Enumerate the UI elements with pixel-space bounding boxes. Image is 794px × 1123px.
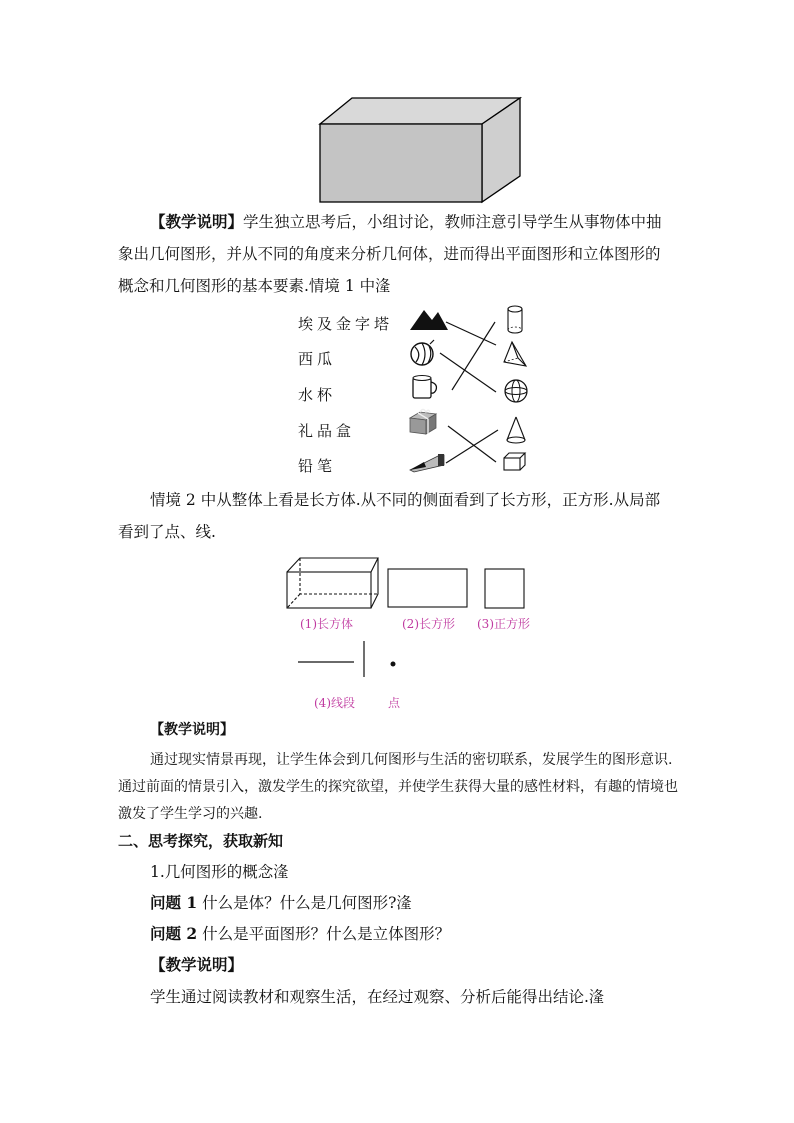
match-label-watermelon: 西瓜	[298, 350, 337, 368]
question-1	[150, 888, 412, 918]
caption-square: (3)正方形	[477, 617, 530, 631]
match-label-pyramid: 埃及金字塔	[298, 315, 394, 333]
cuboid-icon	[504, 453, 525, 470]
point-shape	[391, 662, 396, 667]
paragraph-1-line-1: 学生独立思考后，小组讨论，教师注意引导学生从事物体中抽	[243, 213, 662, 231]
cup-icon	[413, 376, 436, 399]
paragraph-2-line-2: 看到了点、线.	[118, 523, 216, 541]
match-label-cup: 水杯	[298, 386, 337, 404]
conclusion-text: 学生通过阅读教材和观察生活，在经过观察、分析后能得出结论.湰	[150, 988, 605, 1006]
question-2-label: 问题 2	[150, 924, 198, 943]
pyramid-icon	[410, 310, 448, 330]
match-label-pencil: 铅笔	[298, 457, 337, 475]
sphere-icon	[505, 380, 527, 402]
paragraph-1-line-3: 概念和几何图形的基本要素.情境 1 中湰	[118, 277, 391, 295]
box-figure	[318, 96, 523, 204]
paragraph-2-line-1: 情境 2 中从整体上看是长方体.从不同的侧面看到了长方形，正方形.从局部	[150, 491, 661, 509]
cylinder-icon	[508, 306, 522, 333]
pencil-icon	[410, 454, 444, 472]
match-label-gift-box: 礼品盒	[298, 422, 356, 440]
question-2	[150, 919, 450, 949]
paragraph-3-line-2: 通过前面的情景引入，激发学生的探究欲望，并使学生获得大量的感性材料，有趣的情境也	[118, 779, 678, 795]
square-shape	[485, 569, 524, 608]
paragraph-3-line-3: 激发了学生学习的兴趣.	[118, 806, 263, 822]
question-1-text: 什么是体？什么是几何图形?湰	[202, 894, 412, 912]
question-1-label: 问题 1	[150, 893, 198, 912]
caption-point: 点	[388, 696, 401, 710]
section-2-sub-1: 1.几何图形的概念湰	[150, 863, 289, 881]
teaching-note-tag-3: 【教学说明】	[150, 955, 244, 974]
teaching-note-tag-2: 【教学说明】	[150, 722, 234, 738]
matching-figure	[400, 300, 540, 480]
paragraph-1	[150, 207, 662, 237]
watermelon-icon	[411, 340, 434, 365]
paragraph-3-line-1: 通过现实情景再现，让学生体会到几何图形与生活的密切联系，发展学生的图形意识.	[150, 752, 673, 768]
rectangle-shape	[388, 569, 467, 607]
caption-segment: (4)线段	[314, 696, 355, 710]
section-2-heading: 二、思考探究，获取新知	[118, 832, 284, 850]
cuboid-shape	[287, 558, 378, 608]
paragraph-1-line-2: 象出几何图形，并从不同的角度来分析几何体，进而得出平面图形和立体图形的	[118, 245, 661, 263]
tetrahedron-icon	[504, 342, 526, 366]
cone-icon	[507, 417, 525, 443]
caption-rectangle: (2)长方形	[402, 617, 455, 631]
teaching-note-tag: 【教学说明】	[150, 212, 244, 231]
gift-box-icon	[410, 410, 436, 435]
caption-cuboid: (1)长方体	[300, 617, 353, 631]
question-2-text: 什么是平面图形？什么是立体图形？	[202, 925, 451, 943]
matching-lines	[440, 322, 498, 463]
